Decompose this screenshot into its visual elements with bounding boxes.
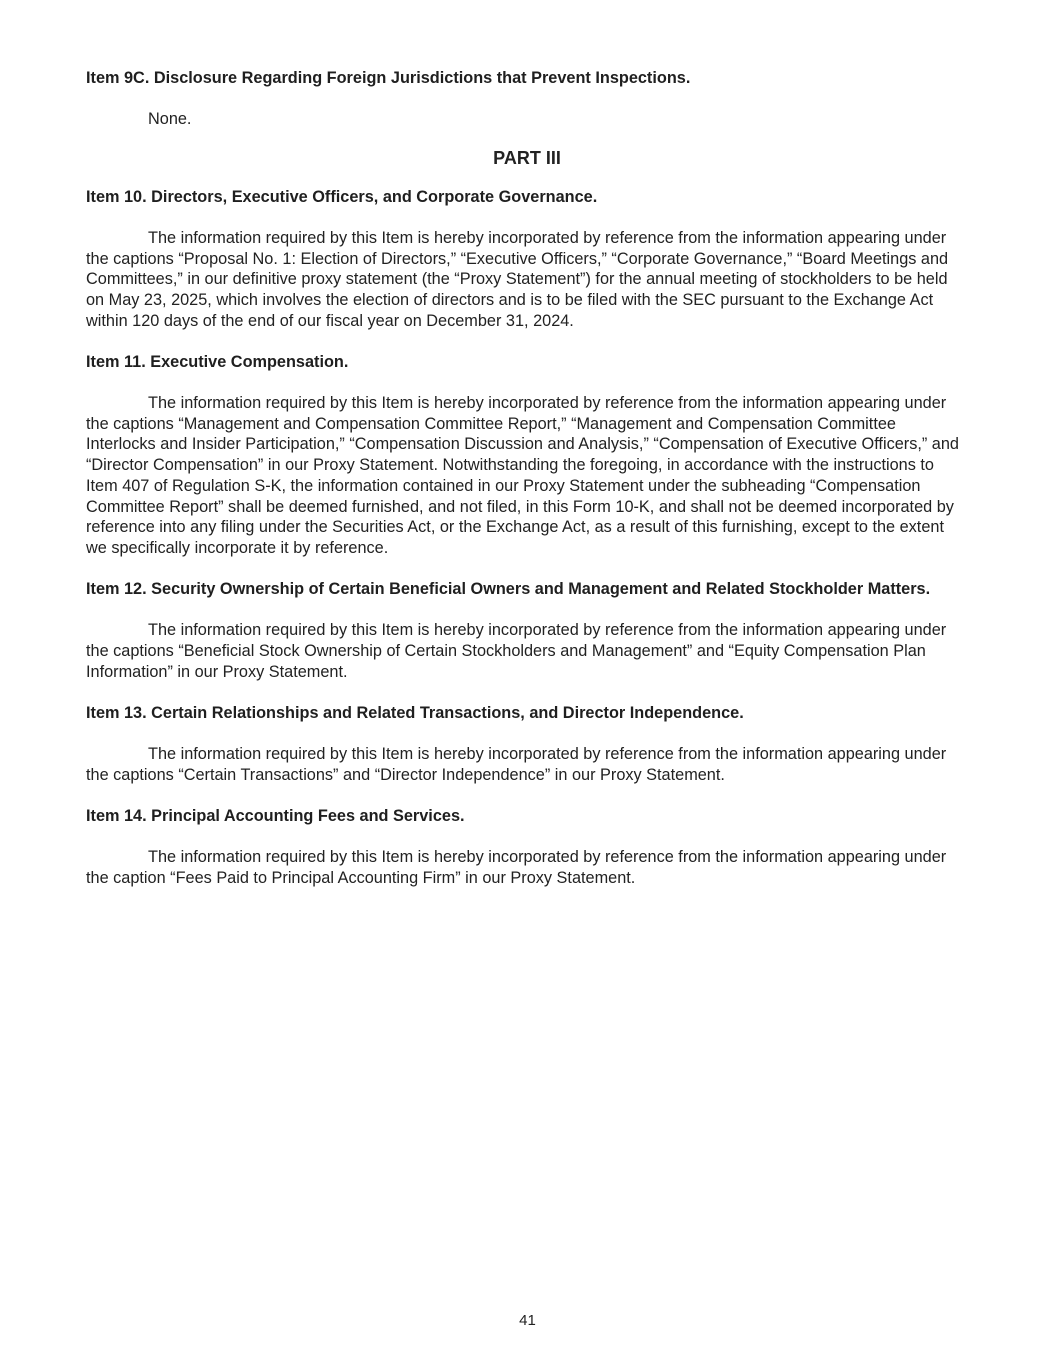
item-10-body: The information required by this Item is hereby incorporated by reference from the information appearing under the captions “Proposal No. 1: Election of Directors,” “Executive Officers,” “Corporate Governance,” “Board Meetings and Committees,” in our definitive proxy statement (the “Proxy Statement”) for the annual meeting of stockholders to be held on May 23, 2025, which involves the election of directors and is to be filed with the SEC pursuant to the Exchange Act within 120 days of the end of our fiscal year on December 31, 2024.	[86, 228, 949, 330]
item-11-heading: Item 11. Executive Compensation.	[86, 352, 349, 371]
item-13-heading: Item 13. Certain Relationships and Related Transactions, and Director Independence.	[86, 703, 744, 722]
item-10-heading: Item 10. Directors, Executive Officers, and Corporate Governance.	[86, 187, 598, 206]
item-12-heading: Item 12. Security Ownership of Certain Beneficial Owners and Management and Related Stockholder Matters.	[86, 580, 931, 599]
item-14-body: The information required by this Item is hereby incorporated by reference from the information appearing under the caption “Fees Paid to Principal Accounting Firm” in our Proxy Statement.	[86, 848, 947, 887]
item-12-body: The information required by this Item is hereby incorporated by reference from the information appearing under the captions “Beneficial Stock Ownership of Certain Stockholders and Management” and “Equity Compensation Plan Information” in our Proxy Statement.	[86, 621, 947, 681]
item-9c-heading: Item 9C. Disclosure Regarding Foreign Jurisdictions that Prevent Inspections.	[86, 69, 691, 87]
page-content	[86, 68, 968, 889]
item-13-body: The information required by this Item is hereby incorporated by reference from the information appearing under the captions “Certain Transactions” and “Director Independence” in our Proxy Statement.	[86, 745, 947, 784]
page-number: 41	[519, 1312, 536, 1329]
part-title: PART III	[493, 147, 561, 168]
item-9c-body: None.	[148, 110, 192, 129]
item-11-body: The information required by this Item is hereby incorporated by reference from the information appearing under the captions “Management and Compensation Committee Report,” “Management and Compensation Committee Interlocks and Insider Participation,” “Compensation Discussion and Analysis,” “Compensation of Executive Officers,” and “Director Compensation” in our Proxy Statement. Notwithstanding the foregoing, in accordance with the instructions to Item 407 of Regulation S-K, the information contained in our Proxy Statement under the subheading “Compensation Committee Report” shall be deemed furnished, and not filed, in this Form 10-K, and shall not be deemed incorporated by reference into any filing under the Securities Act, or the Exchange Act, as a result of this furnishing, except to the extent we specifically incorporate it by reference.	[86, 394, 959, 557]
item-14-heading: Item 14. Principal Accounting Fees and Services.	[86, 807, 465, 826]
